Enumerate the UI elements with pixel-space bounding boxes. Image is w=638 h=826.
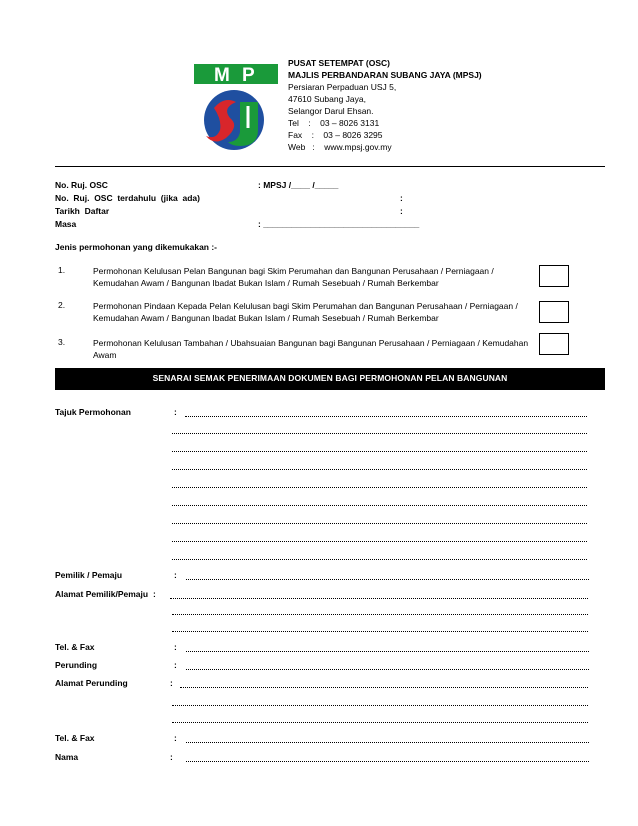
address-line-3: Selangor Darul Ehsan.	[288, 106, 374, 116]
tel-fax-2-colon: :	[174, 733, 177, 743]
item-2-number: 2.	[58, 300, 66, 310]
tel-fax-2-field[interactable]	[186, 742, 589, 743]
item-1-text: Permohonan Kelulusan Pelan Bangunan bagi Skim Perumahan dan Bangunan Perusahaan / Perniagaan / Kemudahan Awam / Bangunan Ibadat Bukan Islam / Rumah Sesebuah / Rumah Berkembar	[93, 266, 494, 288]
masa-label: Masa	[55, 219, 77, 229]
svg-text:P: P	[242, 65, 255, 86]
item-1-checkbox[interactable]	[539, 265, 569, 287]
alamat-perunding-colon: :	[170, 678, 173, 688]
tajuk-field-line-6[interactable]	[172, 505, 587, 506]
alamat-perunding-field-line-3[interactable]	[172, 722, 588, 723]
web-line: Web : www.mpsj.gov.my	[288, 142, 392, 152]
mpsj-logo	[192, 62, 280, 154]
item-3-checkbox[interactable]	[539, 333, 569, 355]
no-ruj-terdahulu-label: No. Ruj. OSC terdahulu (jika ada)	[55, 193, 200, 203]
checklist-banner	[55, 368, 605, 390]
alamat-perunding-field-line-2[interactable]	[172, 705, 588, 706]
tarikh-daftar-colon: :	[400, 206, 403, 216]
alamat-pemilik-field-line-3[interactable]	[172, 631, 588, 632]
jenis-heading: Jenis permohonan yang dikemukakan :-	[55, 242, 218, 252]
tel-fax-1-field[interactable]	[186, 651, 589, 652]
perunding-colon: :	[174, 660, 177, 670]
nama-label: Nama	[55, 752, 79, 762]
no-ruj-value: : MPSJ /____ /_____	[258, 180, 339, 190]
tarikh-daftar-label: Tarikh Daftar	[55, 206, 110, 216]
alamat-pemilik-label: Alamat Pemilik/Pemaju	[55, 589, 149, 599]
tajuk-field-line-4[interactable]	[172, 469, 587, 470]
tajuk-field-line-5[interactable]	[172, 487, 587, 488]
pemilik-colon: :	[174, 570, 177, 580]
svg-text:M: M	[214, 65, 230, 86]
masa-value: : _________________________________	[258, 219, 420, 229]
tajuk-field-line-1[interactable]	[185, 416, 587, 417]
item-3-number: 3.	[58, 337, 66, 347]
tel-fax-2-label: Tel. & Fax	[55, 733, 95, 743]
tel-fax-1-colon: :	[174, 642, 177, 652]
header-divider	[55, 166, 605, 167]
item-2-text: Permohonan Pindaan Kepada Pelan Kelulusan bagi Skim Perumahan dan Bangunan Perusahaan / Perniagaan / Kemudahan Awam / Bangunan Ibadat Bukan Islam / Rumah Sesebuah / Rumah Berkembar	[93, 301, 518, 323]
item-3-text: Permohonan Kelulusan Tambahan / Ubahsuaian Bangunan bagi Bangunan Perusahaan / Perniagaan / Kemudahan Awam	[93, 338, 529, 360]
council-name: MAJLIS PERBANDARAN SUBANG JAYA (MPSJ)	[288, 70, 482, 80]
item-1-number: 1.	[58, 265, 66, 275]
pemilik-label: Pemilik / Pemaju	[55, 570, 123, 580]
tajuk-field-line-3[interactable]	[172, 451, 587, 452]
no-ruj-terdahulu-colon: :	[400, 193, 403, 203]
alamat-pemilik-field-line-2[interactable]	[172, 614, 588, 615]
alamat-pemilik-field-line-1[interactable]	[170, 598, 588, 599]
alamat-perunding-field-line-1[interactable]	[180, 687, 588, 688]
tajuk-permohonan-label: Tajuk Permohonan	[55, 407, 131, 417]
nama-colon: :	[170, 752, 173, 762]
perunding-field[interactable]	[186, 669, 589, 670]
nama-field[interactable]	[186, 761, 589, 762]
item-2-checkbox[interactable]	[539, 301, 569, 323]
tajuk-field-line-8[interactable]	[172, 541, 587, 542]
alamat-perunding-label: Alamat Perunding	[55, 678, 128, 688]
osc-title: PUSAT SETEMPAT (OSC)	[288, 58, 390, 68]
perunding-label: Perunding	[55, 660, 98, 670]
tajuk-colon: :	[174, 407, 177, 417]
no-ruj-label: No. Ruj. OSC	[55, 180, 108, 190]
tel-line: Tel : 03 – 8026 3131	[288, 118, 380, 128]
alamat-pemilik-colon: :	[153, 589, 156, 599]
fax-line: Fax : 03 – 8026 3295	[288, 130, 383, 140]
tajuk-field-line-7[interactable]	[172, 523, 587, 524]
pemilik-field[interactable]	[186, 579, 589, 580]
checklist-banner-title: SENARAI SEMAK PENERIMAAN DOKUMEN BAGI PERMOHONAN PELAN BANGUNAN	[152, 373, 508, 383]
header-address	[288, 57, 482, 153]
tajuk-field-line-2[interactable]	[172, 433, 587, 434]
tel-fax-1-label: Tel. & Fax	[55, 642, 95, 652]
address-line-2: 47610 Subang Jaya,	[288, 94, 366, 104]
tajuk-field-line-9[interactable]	[172, 559, 587, 560]
address-line-1: Persiaran Perpaduan USJ 5,	[288, 82, 397, 92]
